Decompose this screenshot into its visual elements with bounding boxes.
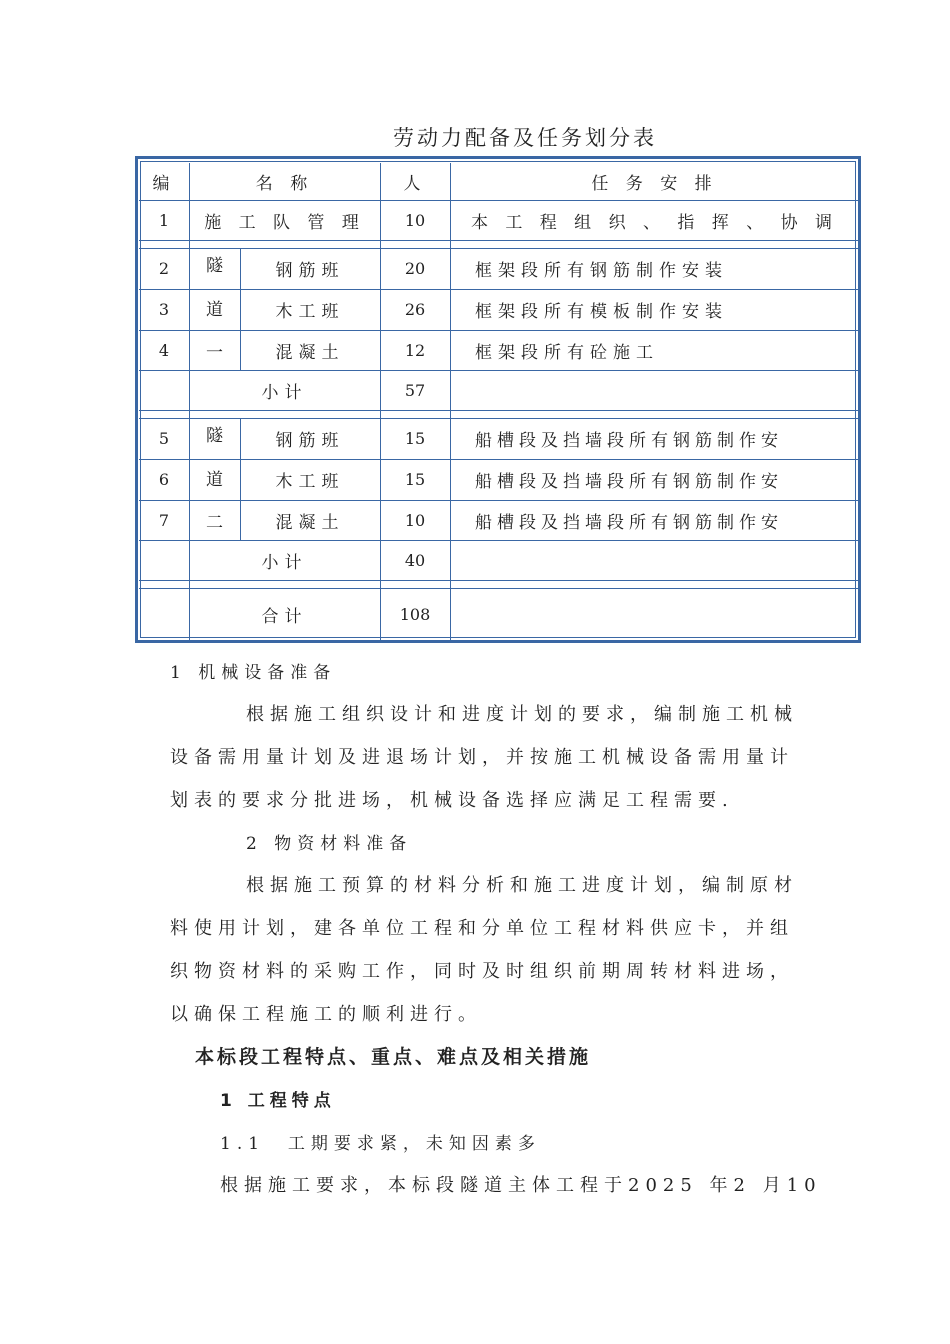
paragraph-line: 织物资材料的采购工作，同时及时组织前期周转材料进场， — [170, 961, 794, 982]
row-no: 4 — [158, 340, 170, 360]
header-people: 人 — [403, 174, 427, 194]
row-people: 15 — [404, 470, 426, 489]
row-no: 6 — [158, 470, 170, 489]
sub-heading: 1 工程特点 — [220, 1091, 336, 1111]
row-name: 混凝土 — [275, 342, 345, 363]
section-heading: 2 物资材料准备 — [246, 834, 413, 854]
paragraph-line: 根据施工组织设计和进度计划的要求，编制施工机械 — [246, 704, 798, 725]
total-label: 合计 — [261, 607, 308, 627]
row-task: 框架段所有模板制作安装 — [475, 302, 728, 322]
paragraph-line: 以确保工程施工的顺利进行。 — [170, 1004, 482, 1025]
group-label-char: 隧 — [206, 256, 223, 276]
row-task: 船槽段及挡墙段所有钢筋制作安 — [475, 431, 783, 451]
row-people: 20 — [404, 259, 426, 278]
header-no: 编 — [152, 174, 176, 194]
row-no: 7 — [158, 510, 170, 530]
row-name: 木工班 — [275, 302, 345, 322]
item-heading: 1.1 工期要求紧，未知因素多 — [220, 1134, 541, 1154]
header-name: 名 称 — [255, 174, 314, 194]
rule — [139, 410, 859, 411]
paragraph-line: 根据施工预算的材料分析和施工进度计划，编制原材 — [246, 875, 798, 896]
row-task: 框架段所有钢筋制作安装 — [475, 261, 728, 281]
row-name: 钢筋班 — [275, 431, 345, 451]
row-people: 10 — [404, 210, 426, 230]
row-task: 船槽段及挡墙段所有钢筋制作安 — [475, 512, 783, 533]
section-heading: 1 机械设备准备 — [170, 663, 337, 683]
paragraph-line: 料使用计划，建各单位工程和分单位工程材料供应卡，并组 — [170, 918, 794, 939]
chapter-title: 本标段工程特点、重点、难点及相关措施 — [195, 1046, 592, 1068]
group-label-char: 道 — [206, 299, 223, 320]
row-task: 船槽段及挡墙段所有钢筋制作安 — [475, 472, 783, 492]
group-label-char: 二 — [206, 513, 223, 533]
header-task: 任 务 安 排 — [591, 174, 718, 194]
row-no: 5 — [158, 429, 170, 448]
row-people: 26 — [404, 300, 426, 319]
row-task: 框架段所有砼施工 — [475, 342, 659, 363]
row-name: 施 工 队 管 理 — [204, 212, 365, 233]
row-name: 钢筋班 — [275, 261, 345, 281]
group-label-char: 道 — [206, 469, 223, 490]
group-label-tunnel-1 — [189, 251, 240, 363]
paragraph-line: 设备需用量计划及进退场计划，并按施工机械设备需用量计 — [170, 747, 794, 768]
row-people: 12 — [404, 340, 426, 360]
row-no: 1 — [158, 210, 170, 230]
row-name: 木工班 — [275, 472, 345, 492]
group-label-char: 隧 — [206, 426, 223, 446]
paragraph-line: 划表的要求分批进场，机械设备选择应满足工程需要. — [170, 790, 734, 811]
row-no: 2 — [158, 259, 170, 278]
group-label-tunnel-2 — [189, 421, 240, 533]
subtotal-label: 小计 — [261, 382, 308, 403]
row-name: 混凝土 — [275, 512, 345, 533]
row-people: 10 — [404, 510, 426, 530]
subtotal-value: 40 — [404, 550, 426, 570]
subtotal-value: 57 — [404, 380, 426, 400]
subtotal-label: 小计 — [261, 552, 308, 573]
total-value: 108 — [399, 605, 431, 624]
row-people: 15 — [404, 429, 426, 448]
row-task: 本 工 程 组 织 、 指 挥 、 协 调 — [470, 212, 839, 233]
rule — [139, 240, 859, 241]
table-title: 劳动力配备及任务划分表 — [393, 126, 657, 150]
row-no: 3 — [158, 300, 170, 319]
group-label-char: 一 — [206, 343, 223, 363]
rule — [139, 580, 859, 581]
paragraph-line: 根据施工要求，本标段隧道主体工程于2025 年2 月10 — [220, 1175, 822, 1196]
